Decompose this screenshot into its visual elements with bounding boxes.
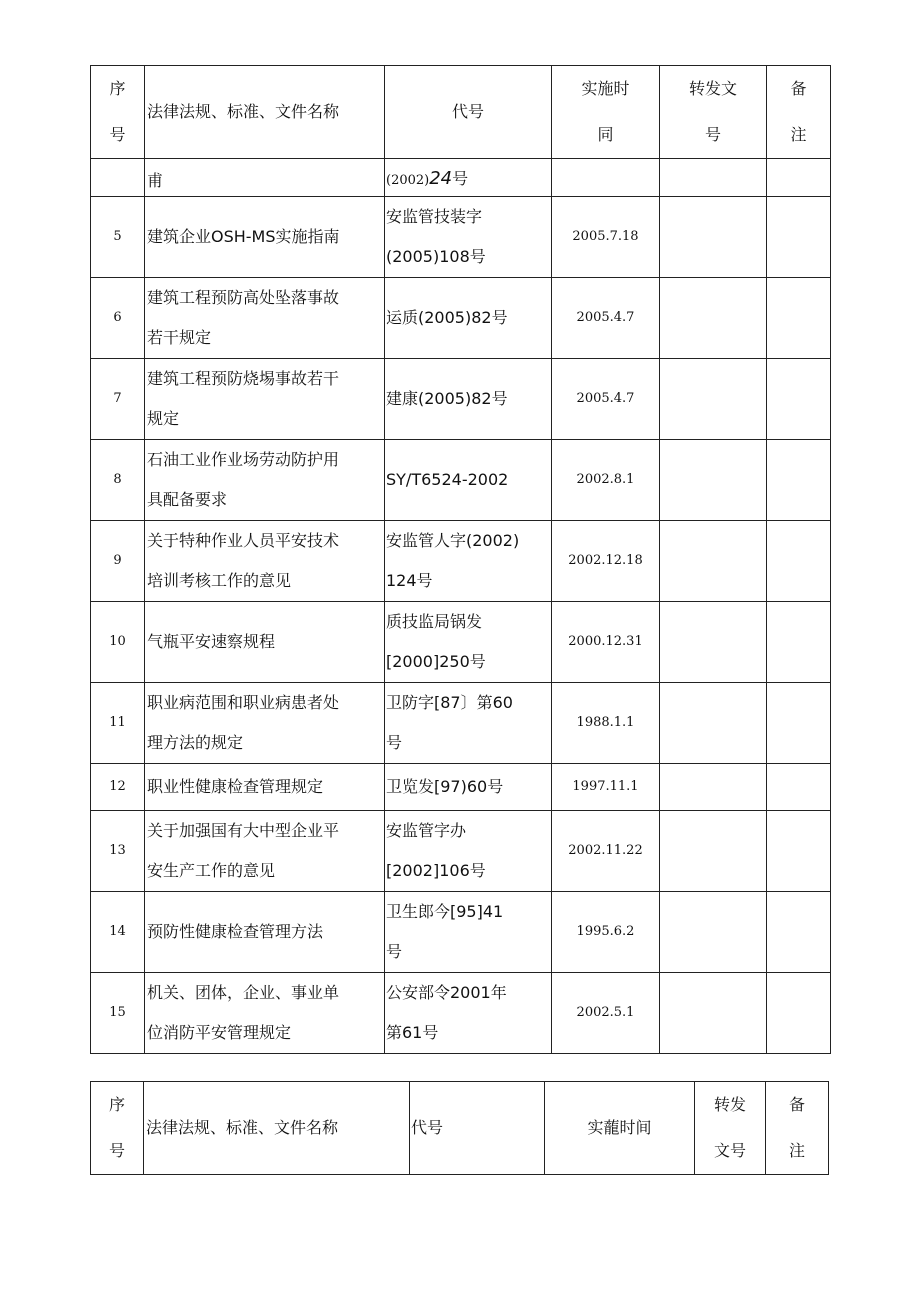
table-row bbox=[91, 811, 831, 892]
header-seq: 序 号 bbox=[91, 1082, 144, 1175]
cell-name: 职业性健康检查管理规定 bbox=[145, 764, 385, 811]
cell-seq: 10 bbox=[91, 602, 145, 683]
header-date: 实施时 同 bbox=[552, 66, 660, 159]
cell-forward bbox=[660, 764, 767, 811]
cell-forward bbox=[660, 521, 767, 602]
cell-forward bbox=[660, 359, 767, 440]
table-row bbox=[91, 892, 831, 973]
header-code: 代号 bbox=[410, 1082, 545, 1175]
cell-date: 2002.12.18 bbox=[552, 521, 660, 602]
cell-name: 职业病范围和职业病患者处 理方法的规定 bbox=[145, 683, 385, 764]
cell-code: 卫览发[97)60号 bbox=[385, 764, 552, 811]
cell-seq: 6 bbox=[91, 278, 145, 359]
cell-seq: 5 bbox=[91, 197, 145, 278]
header-name: 法律法规、标准、文件名称 bbox=[145, 66, 385, 159]
header-note: 备 注 bbox=[767, 66, 831, 159]
cell-date: 2005.4.7 bbox=[552, 278, 660, 359]
table-row bbox=[91, 359, 831, 440]
table-row bbox=[91, 602, 831, 683]
regulations-table bbox=[90, 65, 831, 1054]
cell-name: 机关、团体，企业、事业单 位消防平安管理规定 bbox=[145, 973, 385, 1054]
header-note: 备 注 bbox=[766, 1082, 829, 1175]
cell-forward bbox=[660, 892, 767, 973]
cell-name: 建筑工程预防高处坠落事故 若干规定 bbox=[145, 278, 385, 359]
cell-note bbox=[767, 440, 831, 521]
regulations-table-header-repeat bbox=[90, 1081, 829, 1175]
cell-note bbox=[767, 811, 831, 892]
cell-date: 2002.11.22 bbox=[552, 811, 660, 892]
cell-date: 1988.1.1 bbox=[552, 683, 660, 764]
continuation-row bbox=[91, 159, 831, 197]
cell-forward bbox=[660, 159, 767, 197]
cell-seq: 13 bbox=[91, 811, 145, 892]
cell-forward bbox=[660, 973, 767, 1054]
header-seq: 序 号 bbox=[91, 66, 145, 159]
cell-name: 建筑工程预防烧埸事故若干 规定 bbox=[145, 359, 385, 440]
cell-seq: 7 bbox=[91, 359, 145, 440]
cell-code: 安监管技装字 (2005)108号 bbox=[385, 197, 552, 278]
cell-name: 甫 bbox=[145, 159, 385, 197]
cell-code: 运质(2005)82号 bbox=[385, 278, 552, 359]
cell-note bbox=[767, 892, 831, 973]
cell-code: 卫生郎今[95]41 号 bbox=[385, 892, 552, 973]
cell-note bbox=[767, 159, 831, 197]
cell-date: 2005.4.7 bbox=[552, 359, 660, 440]
cell-seq: 14 bbox=[91, 892, 145, 973]
cell-forward bbox=[660, 278, 767, 359]
cell-code: (2002)24号 bbox=[385, 159, 552, 197]
cell-name: 石油工业作业场劳动防护用 具配备要求 bbox=[145, 440, 385, 521]
cell-name: 关于特种作业人员平安技术 培训考核工作的意见 bbox=[145, 521, 385, 602]
cell-forward bbox=[660, 440, 767, 521]
cell-seq: 11 bbox=[91, 683, 145, 764]
header-forward: 转发文 号 bbox=[660, 66, 767, 159]
cell-seq bbox=[91, 159, 145, 197]
table-row bbox=[91, 683, 831, 764]
table-row bbox=[91, 973, 831, 1054]
cell-note bbox=[767, 278, 831, 359]
table-row bbox=[91, 521, 831, 602]
cell-date: 2000.12.31 bbox=[552, 602, 660, 683]
cell-forward bbox=[660, 197, 767, 278]
cell-date: 2002.8.1 bbox=[552, 440, 660, 521]
cell-date: 2002.5.1 bbox=[552, 973, 660, 1054]
table-row bbox=[91, 197, 831, 278]
table-row bbox=[91, 440, 831, 521]
cell-seq: 12 bbox=[91, 764, 145, 811]
cell-code: 安监管字办 [2002]106号 bbox=[385, 811, 552, 892]
cell-date: 1997.11.1 bbox=[552, 764, 660, 811]
header-forward: 转发 文号 bbox=[695, 1082, 766, 1175]
cell-code: SY/T6524-2002 bbox=[385, 440, 552, 521]
cell-note bbox=[767, 602, 831, 683]
cell-code: 建康(2005)82号 bbox=[385, 359, 552, 440]
cell-name: 预防性健康检查管理方法 bbox=[145, 892, 385, 973]
header-code: 代号 bbox=[385, 66, 552, 159]
cell-forward bbox=[660, 602, 767, 683]
cell-code: 质技监局锅发 [2000]250号 bbox=[385, 602, 552, 683]
cell-seq: 15 bbox=[91, 973, 145, 1054]
cell-note bbox=[767, 973, 831, 1054]
cell-seq: 9 bbox=[91, 521, 145, 602]
header-name: 法律法规、标准、文件名称 bbox=[144, 1082, 410, 1175]
cell-note bbox=[767, 521, 831, 602]
cell-date: 2005.7.18 bbox=[552, 197, 660, 278]
cell-code: 安监管人字(2002) 124号 bbox=[385, 521, 552, 602]
cell-note bbox=[767, 764, 831, 811]
cell-name: 关于加强国有大中型企业平 安生产工作的意见 bbox=[145, 811, 385, 892]
cell-code: 公安部令2001年 第61号 bbox=[385, 973, 552, 1054]
cell-forward bbox=[660, 811, 767, 892]
cell-forward bbox=[660, 683, 767, 764]
cell-note bbox=[767, 359, 831, 440]
cell-note bbox=[767, 683, 831, 764]
cell-date: 1995.6.2 bbox=[552, 892, 660, 973]
table-header-row bbox=[91, 66, 831, 159]
cell-note bbox=[767, 197, 831, 278]
cell-code: 卫防字[87〕第60 号 bbox=[385, 683, 552, 764]
cell-date bbox=[552, 159, 660, 197]
table-header-row bbox=[91, 1082, 829, 1175]
cell-seq: 8 bbox=[91, 440, 145, 521]
cell-name: 气瓶平安速察规程 bbox=[145, 602, 385, 683]
table-row bbox=[91, 764, 831, 811]
header-date: 实蘢时间 bbox=[545, 1082, 695, 1175]
cell-name: 建筑企业OSH-MS实施指南 bbox=[145, 197, 385, 278]
table-row bbox=[91, 278, 831, 359]
